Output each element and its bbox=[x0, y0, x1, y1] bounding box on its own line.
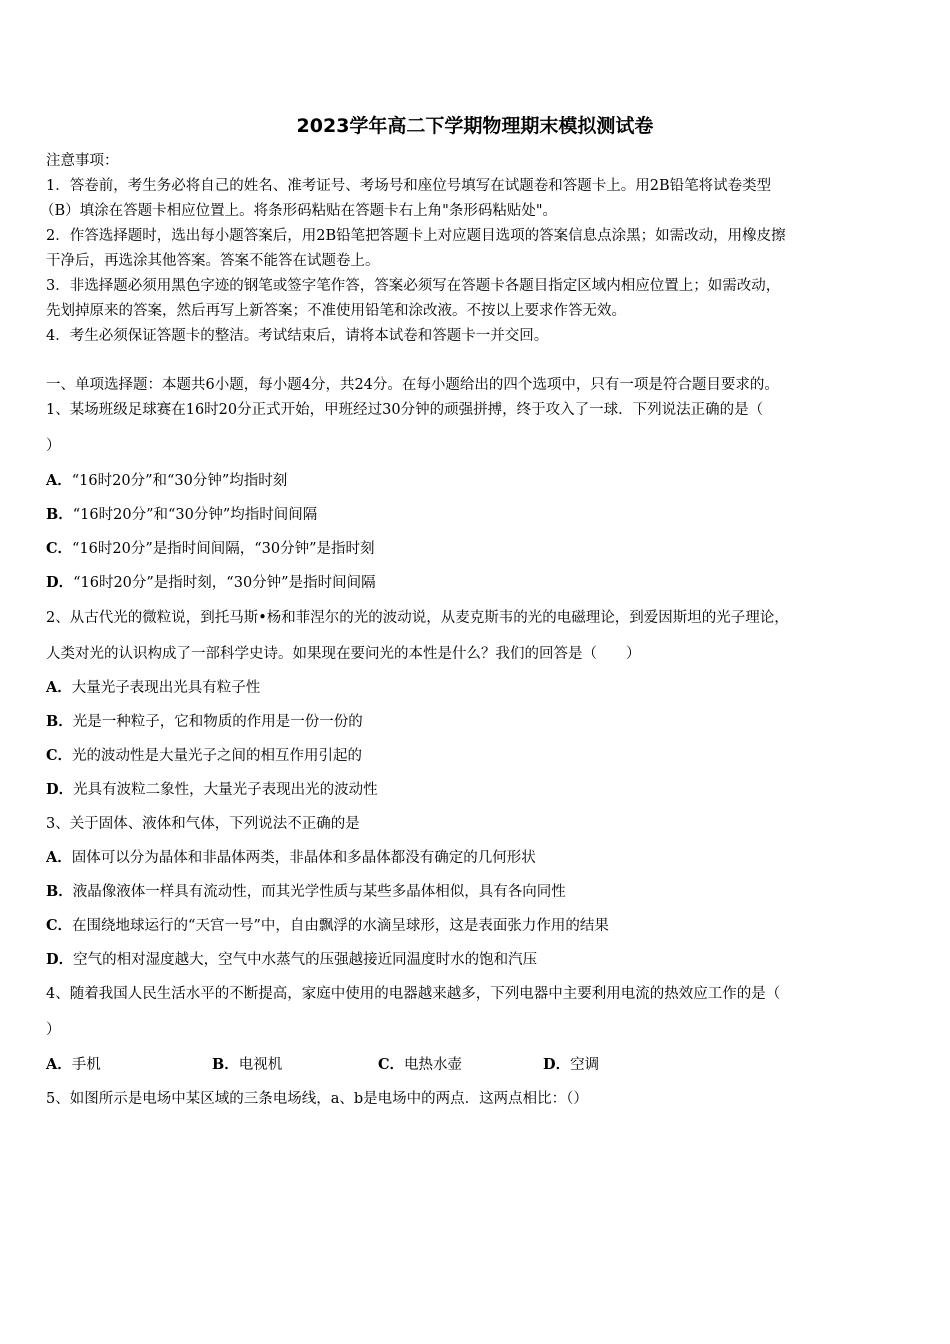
question-3-option-b bbox=[46, 881, 566, 903]
question-4-stem: 4、随着我国人民生活水平的不断提高，家庭中使用的电器越来越多，下列电器中主要利用电流的热效应工作的是（ bbox=[46, 986, 781, 1002]
question-1-option-c bbox=[46, 538, 375, 560]
question-2-stem-cont: 人类对光的认识构成了一部科学史诗。如果现在要问光的本性是什么？我们的回答是（ ） bbox=[46, 646, 641, 662]
question-4-option-c bbox=[378, 1054, 462, 1076]
notice-line: 4．考生必须保证答题卡的整洁。考试结束后，请将本试卷和答题卡一并交回。 bbox=[46, 328, 549, 344]
question-2-option-d bbox=[46, 779, 378, 801]
page-title: 2023学年高二下学期物理期末模拟测试卷 bbox=[296, 115, 654, 137]
question-1-stem: 1、某场班级足球赛在16时20分正式开始，甲班经过30分钟的顽强拼搏，终于攻入了一球．下列说法正确的是（ bbox=[46, 402, 764, 418]
question-4-option-a bbox=[46, 1054, 101, 1076]
question-2-stem: 2、从古代光的微粒说，到托马斯•杨和菲涅尔的光的波动说，从麦克斯韦的光的电磁理论，到爱因斯坦的光子理论， bbox=[46, 610, 789, 626]
question-1-option-d bbox=[46, 572, 376, 594]
option-text: “16时20分”是指时刻，“30分钟”是指时间间隔 bbox=[73, 575, 376, 591]
question-4-stem-cont: ） bbox=[46, 1022, 61, 1038]
option-key: B． bbox=[46, 506, 73, 523]
question-3-option-a bbox=[46, 847, 536, 869]
option-key: A． bbox=[46, 679, 72, 696]
option-text: 光具有波粒二象性，大量光子表现出光的波动性 bbox=[73, 782, 378, 798]
option-key: D． bbox=[543, 1056, 571, 1073]
notice-line: 1．答卷前，考生务必将自己的姓名、准考证号、考场号和座位号填写在试题卷和答题卡上。用2B铅笔将试卷类型 bbox=[46, 178, 772, 194]
question-3-stem: 3、关于固体、液体和气体，下列说法不正确的是 bbox=[46, 816, 360, 832]
question-1-stem-cont: ） bbox=[46, 438, 61, 454]
notice-line: 3．非选择题必须用黑色字迹的钢笔或签字笔作答，答案必须写在答题卡各题目指定区域内相应位置上；如需改动， bbox=[46, 278, 781, 294]
question-2-option-a bbox=[46, 677, 260, 699]
option-text: “16时20分”和“30分钟”均指时间间隔 bbox=[72, 507, 318, 523]
question-3-option-c bbox=[46, 915, 609, 937]
question-1-option-a bbox=[46, 470, 287, 492]
notice-heading: 注意事项： bbox=[46, 153, 119, 169]
option-key: A． bbox=[46, 1056, 72, 1073]
option-key: B． bbox=[46, 883, 73, 900]
option-text: 空调 bbox=[570, 1057, 600, 1073]
question-2-option-b bbox=[46, 711, 363, 733]
option-key: C． bbox=[378, 1056, 405, 1073]
question-2-option-c bbox=[46, 745, 362, 767]
option-key: D． bbox=[46, 781, 74, 798]
notice-line: （B）填涂在答题卡相应位置上。将条形码粘贴在答题卡右上角"条形码粘贴处"。 bbox=[40, 203, 557, 219]
question-5-stem: 5、如图所示是电场中某区域的三条电场线，a、b是电场中的两点．这两点相比：（） bbox=[46, 1091, 588, 1107]
option-text: 电热水壶 bbox=[404, 1057, 463, 1073]
option-key: C． bbox=[46, 747, 73, 764]
notice-line: 干净后，再选涂其他答案。答案不能答在试题卷上。 bbox=[46, 253, 380, 269]
option-key: A． bbox=[46, 849, 72, 866]
notice-line: 先划掉原来的答案，然后再写上新答案；不准使用铅笔和涂改液。不按以上要求作答无效。 bbox=[46, 303, 626, 319]
option-text: “16时20分”是指时间间隔，“30分钟”是指时刻 bbox=[72, 541, 375, 557]
option-text: 空气的相对湿度越大，空气中水蒸气的压强越接近同温度时水的饱和汽压 bbox=[73, 952, 538, 968]
option-text: 固体可以分为晶体和非晶体两类，非晶体和多晶体都没有确定的几何形状 bbox=[71, 850, 536, 866]
option-key: B． bbox=[46, 713, 73, 730]
option-key: B． bbox=[212, 1056, 239, 1073]
option-key: C． bbox=[46, 540, 73, 557]
question-4-option-b bbox=[212, 1054, 282, 1076]
option-text: 光是一种粒子，它和物质的作用是一份一份的 bbox=[72, 714, 363, 730]
option-text: 电视机 bbox=[238, 1057, 283, 1073]
option-text: “16时20分”和“30分钟”均指时刻 bbox=[71, 473, 288, 489]
option-key: A． bbox=[46, 472, 72, 489]
notice-line: 2．作答选择题时，选出每小题答案后，用2B铅笔把答题卡上对应题目选项的答案信息点涂黑；如需改动，用橡皮擦 bbox=[46, 228, 786, 244]
question-1-option-b bbox=[46, 504, 317, 526]
option-key: C． bbox=[46, 917, 73, 934]
option-key: D． bbox=[46, 951, 74, 968]
question-4-option-d bbox=[543, 1054, 599, 1076]
option-text: 液晶像液体一样具有流动性，而其光学性质与某些多晶体相似，具有各向同性 bbox=[72, 884, 566, 900]
section-heading: 一、单项选择题：本题共6小题，每小题4分，共24分。在每小题给出的四个选项中，只有一项是符合题目要求的。 bbox=[46, 377, 779, 393]
option-text: 在围绕地球运行的“天宫一号”中，自由飘浮的水滴呈球形，这是表面张力作用的结果 bbox=[72, 918, 609, 934]
option-key: D． bbox=[46, 574, 74, 591]
option-text: 手机 bbox=[71, 1057, 101, 1073]
question-3-option-d bbox=[46, 949, 537, 971]
option-text: 大量光子表现出光具有粒子性 bbox=[71, 680, 261, 696]
option-text: 光的波动性是大量光子之间的相互作用引起的 bbox=[72, 748, 363, 764]
